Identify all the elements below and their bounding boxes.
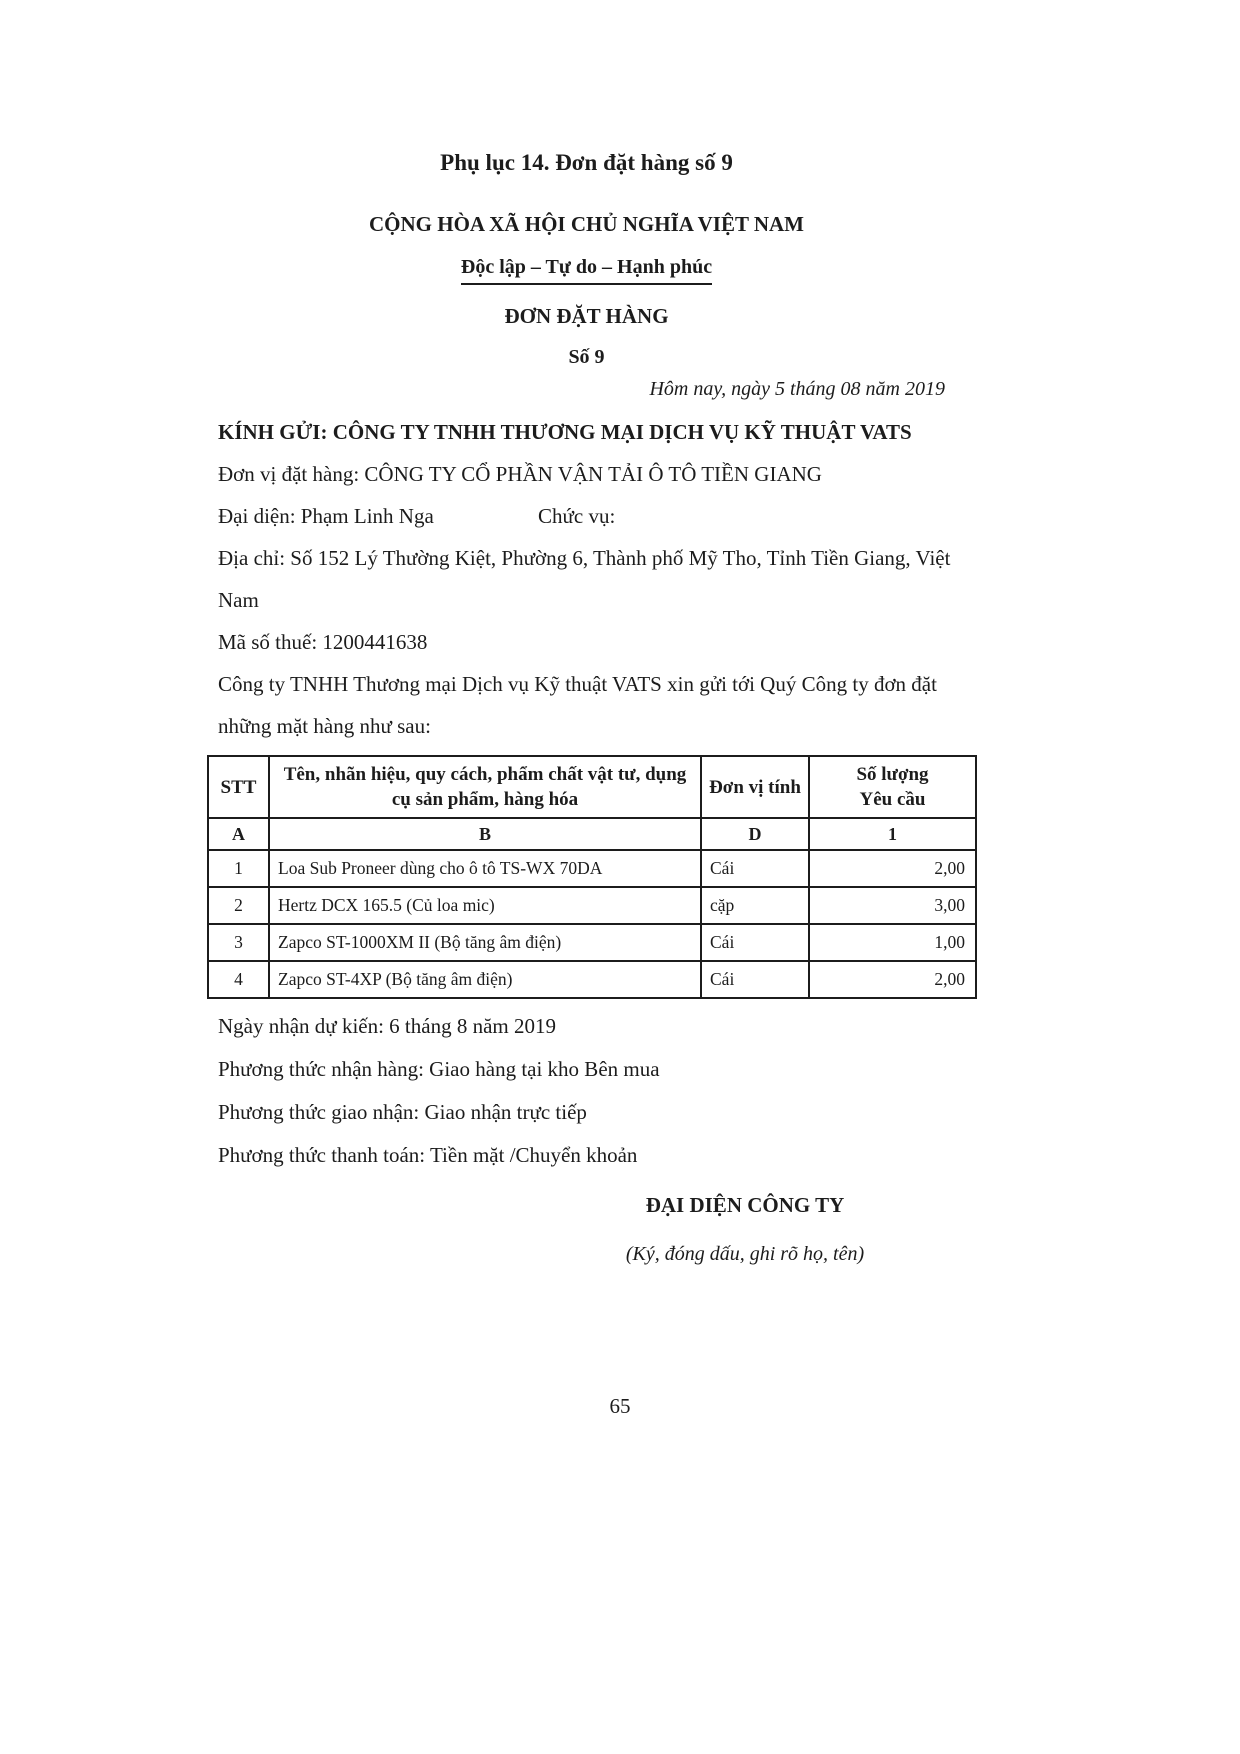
row-name: Hertz DCX 165.5 (Củ loa mic) xyxy=(269,887,701,924)
payment-method-line: Phương thức thanh toán: Tiền mặt /Chuyển khoản xyxy=(218,1143,638,1167)
header-qty xyxy=(809,756,976,818)
appendix-title: Phụ lục 14. Đơn đặt hàng số 9 xyxy=(440,150,733,175)
document-content xyxy=(218,148,965,1268)
row-unit: Cái xyxy=(701,924,809,961)
row-unit: Cái xyxy=(701,850,809,887)
table-subheader-row xyxy=(208,818,976,850)
intro-line: Công ty TNHH Thương mại Dịch vụ Kỹ thuật VATS xin gửi tới Quý Công ty đơn đặt những mặt hàng như sau: xyxy=(218,672,937,738)
header-qty-line1: Số lượng xyxy=(856,764,929,785)
header-qty-line2: Yêu cầu xyxy=(859,789,926,810)
row-name: Loa Sub Proneer dùng cho ô tô TS-WX 70DA xyxy=(269,850,701,887)
table-row xyxy=(208,850,976,887)
table-row xyxy=(208,887,976,924)
row-qty: 1,00 xyxy=(809,924,976,961)
row-stt: 4 xyxy=(208,961,269,998)
address-line: Địa chỉ: Số 152 Lý Thường Kiệt, Phường 6, Thành phố Mỹ Tho, Tỉnh Tiền Giang, Việt Nam xyxy=(218,546,951,612)
header-name: Tên, nhãn hiệu, quy cách, phẩm chất vật tư, dụng cụ sản phẩm, hàng hóa xyxy=(269,756,701,818)
position-label: Chức vụ: xyxy=(538,504,616,528)
page-number: 65 xyxy=(609,1394,631,1418)
row-qty: 2,00 xyxy=(809,961,976,998)
national-header: CỘNG HÒA XÃ HỘI CHỦ NGHĨA VIỆT NAM xyxy=(368,212,805,236)
row-qty: 2,00 xyxy=(809,850,976,887)
row-stt: 2 xyxy=(208,887,269,924)
signature-note: (Ký, đóng dấu, ghi rõ họ, tên) xyxy=(625,1243,865,1265)
header-stt: STT xyxy=(208,756,269,818)
row-unit: cặp xyxy=(701,887,809,924)
order-table xyxy=(207,755,977,999)
tax-code-line: Mã số thuế: 1200441638 xyxy=(218,630,428,654)
table-header-row xyxy=(208,756,976,818)
subheader-stt: A xyxy=(208,818,269,850)
handover-method-line: Phương thức giao nhận: Giao nhận trực tiếp xyxy=(218,1100,587,1124)
motto-wrap xyxy=(218,253,955,285)
document-title: ĐƠN ĐẶT HÀNG xyxy=(504,304,669,328)
table-row xyxy=(208,961,976,998)
representative-name: Đại diện: Phạm Linh Nga xyxy=(218,504,434,528)
document-number: Số 9 xyxy=(568,346,605,368)
motto: Độc lập – Tự do – Hạnh phúc xyxy=(461,253,712,285)
representative-row xyxy=(218,495,955,537)
subheader-qty: 1 xyxy=(809,818,976,850)
table-row xyxy=(208,924,976,961)
terms-section xyxy=(218,1005,955,1177)
date-line: Hôm nay, ngày 5 tháng 08 năm 2019 xyxy=(649,378,945,400)
row-qty: 3,00 xyxy=(809,887,976,924)
subheader-unit: D xyxy=(701,818,809,850)
signature-title: ĐẠI DIỆN CÔNG TY xyxy=(645,1193,845,1217)
row-stt: 3 xyxy=(208,924,269,961)
row-name: Zapco ST-1000XM II (Bộ tăng âm điện) xyxy=(269,924,701,961)
receive-method-line: Phương thức nhận hàng: Giao hàng tại kho Bên mua xyxy=(218,1057,660,1081)
recipient-line: KÍNH GỬI: CÔNG TY TNHH THƯƠNG MẠI DỊCH VỤ KỸ THUẬT VATS xyxy=(218,420,912,444)
signature-block xyxy=(565,1191,925,1268)
order-unit-line: Đơn vị đặt hàng: CÔNG TY CỔ PHẦN VẬN TẢI Ô TÔ TIỀN GIANG xyxy=(218,462,822,486)
subheader-name: B xyxy=(269,818,701,850)
header-unit: Đơn vị tính xyxy=(701,756,809,818)
row-stt: 1 xyxy=(208,850,269,887)
delivery-date-line: Ngày nhận dự kiến: 6 tháng 8 năm 2019 xyxy=(218,1014,556,1038)
row-unit: Cái xyxy=(701,961,809,998)
row-name: Zapco ST-4XP (Bộ tăng âm điện) xyxy=(269,961,701,998)
